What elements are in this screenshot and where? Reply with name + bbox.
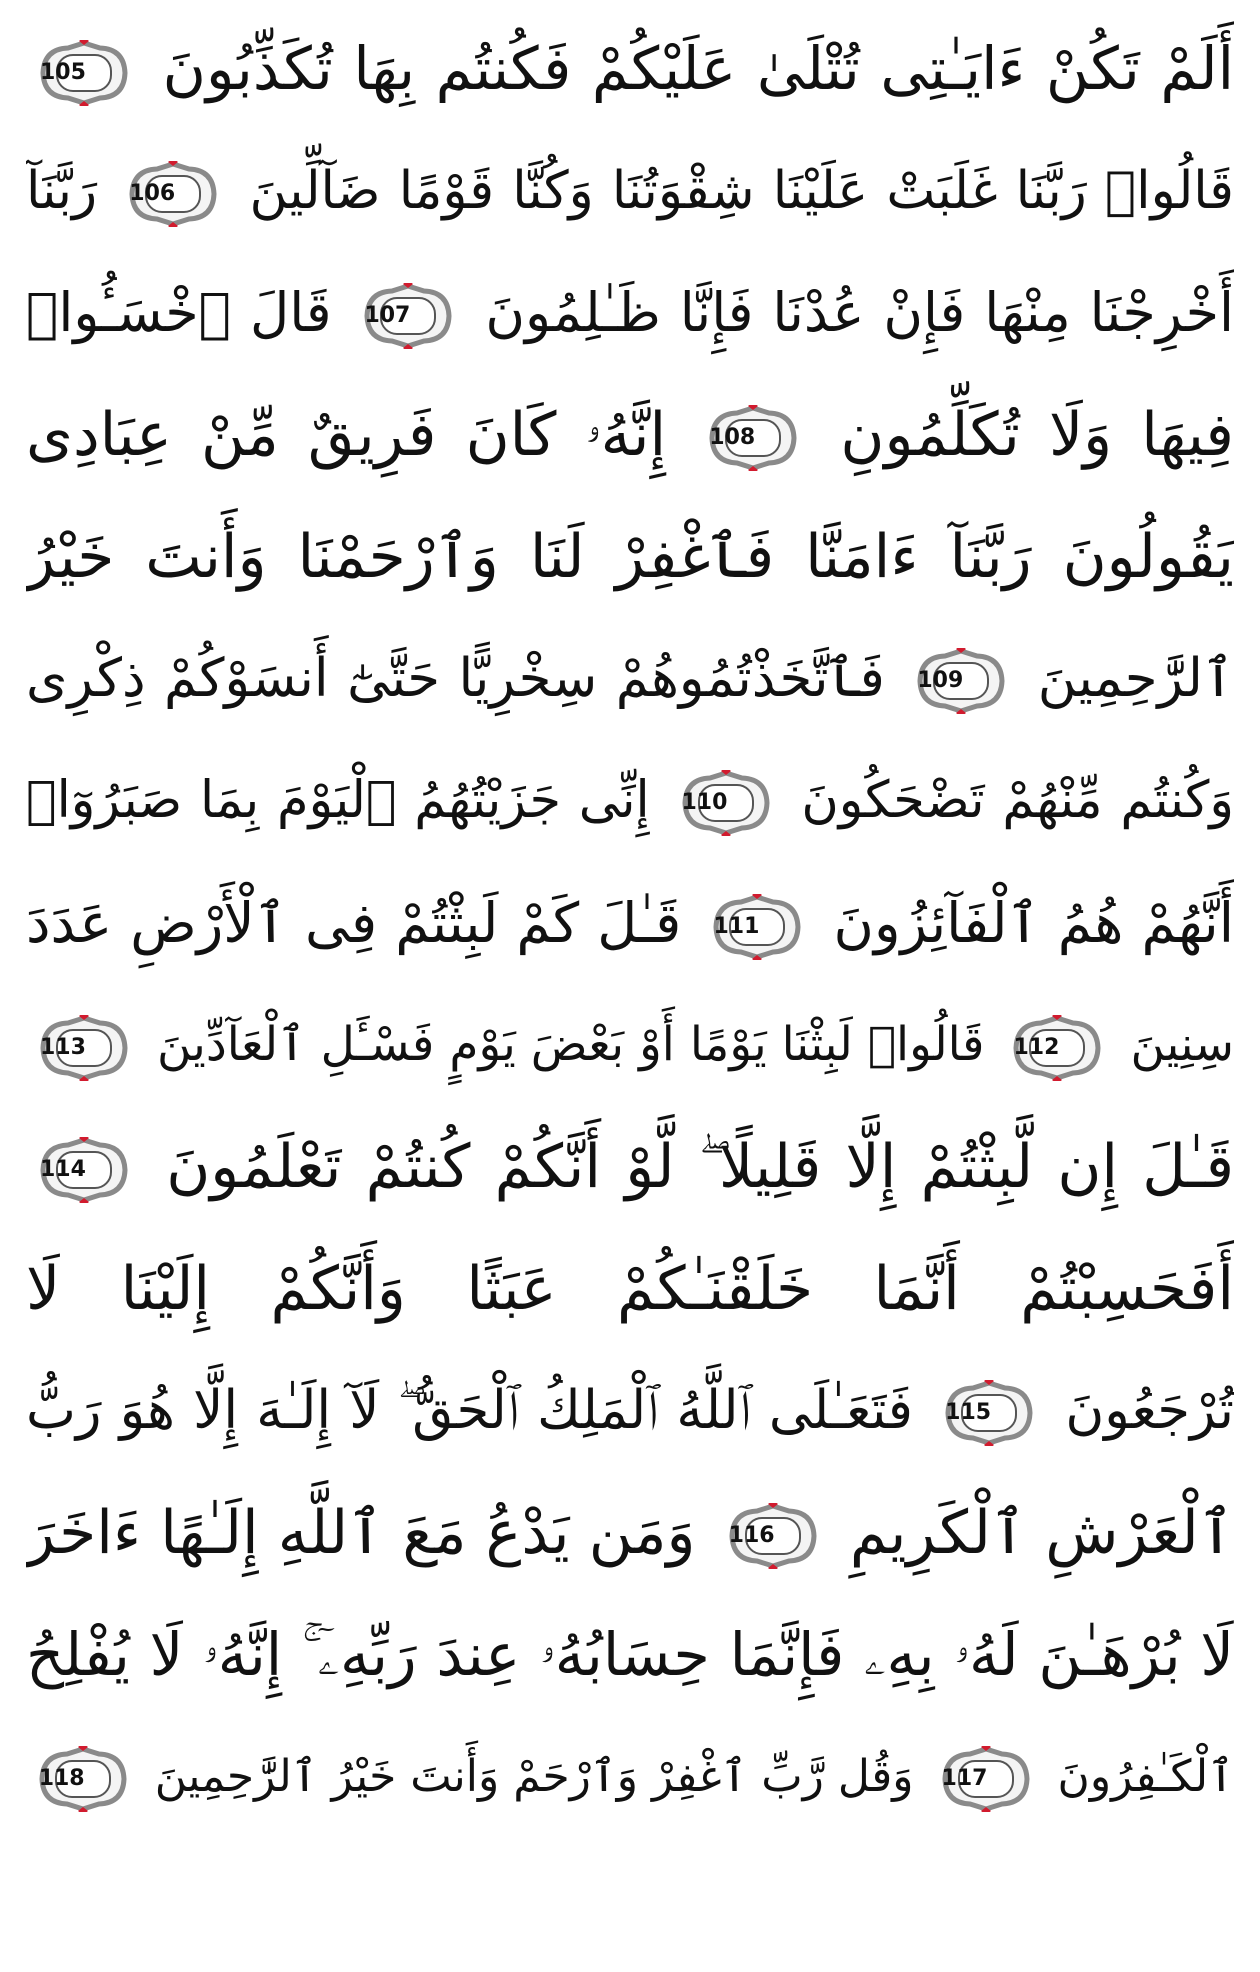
verse-text: فَٱتَّخَذْتُمُوهُمْ سِخْرِيًّا حَتَّىٰٓ أَنسَوْكُمْ ذِكْرِى xyxy=(26,648,885,709)
verse-text: أَنَّهُمْ هُمُ ٱلْفَآئِزُونَ xyxy=(833,891,1234,955)
ayah-number-marker xyxy=(40,1015,128,1081)
ayah-number-marker xyxy=(364,283,452,349)
verse-text: ٱلْكَـٰفِرُونَ xyxy=(1057,1751,1234,1802)
verse-text: وَقُل رَّبِّ ٱغْفِرْ وَٱرْحَمْ وَأَنتَ خَيْرُ ٱلرَّٰحِمِينَ xyxy=(154,1751,914,1802)
ayah-number-marker xyxy=(39,1746,127,1812)
verse-line xyxy=(26,8,1234,130)
verse-text: سِنِينَ xyxy=(1130,1017,1234,1072)
ayah-number: 116 xyxy=(728,1523,775,1549)
ayah-number: 117 xyxy=(941,1766,988,1791)
verse-text: يَقُولُونَ رَبَّنَآ ءَامَنَّا فَٱغْفِرْ لَنَا وَٱرْحَمْنَا وَأَنتَ خَيْرُ xyxy=(26,522,1234,592)
verse-line xyxy=(26,1594,1234,1716)
ayah-number: 108 xyxy=(709,425,756,451)
verse-text: رَبَّنَآ xyxy=(26,161,98,221)
ayah-number: 112 xyxy=(1013,1034,1060,1060)
ayah-number: 105 xyxy=(40,59,86,85)
verse-text: ٱلْعَرْشِ ٱلْكَرِيمِ xyxy=(849,1498,1234,1568)
ayah-number: 107 xyxy=(364,303,411,329)
verse-text: قَالُوا۟ رَبَّنَا غَلَبَتْ عَلَيْنَا شِقْوَتُنَا وَكُنَّا قَوْمًا ضَآلِّينَ xyxy=(249,161,1234,221)
verse-line xyxy=(26,984,1234,1106)
ayah-number-marker xyxy=(129,161,217,227)
ayah-number: 113 xyxy=(40,1034,86,1060)
verse-text: فِيهَا وَلَا تُكَلِّمُونِ xyxy=(840,400,1234,470)
verse-text: قَـٰلَ إِن لَّبِثْتُمْ إِلَّا قَلِيلًا ۖ لَّوْ أَنَّكُمْ كُنتُمْ تَعْلَمُونَ xyxy=(166,1132,1234,1202)
ayah-number-marker xyxy=(709,405,797,471)
verse-line xyxy=(26,1472,1234,1594)
verse-line xyxy=(26,252,1234,374)
ayah-number-marker xyxy=(945,1380,1033,1446)
verse-text: قَـٰلَ كَمْ لَبِثْتُمْ فِى ٱلْأَرْضِ عَدَدَ xyxy=(26,891,682,955)
verse-line xyxy=(26,1228,1234,1350)
ayah-number: 118 xyxy=(38,1766,85,1791)
verse-text: فَتَعَـٰلَى ٱللَّهُ ٱلْمَلِكُ ٱلْحَقُّ ۖ لَآ إِلَـٰهَ إِلَّا هُوَ رَبُّ xyxy=(26,1380,913,1441)
ayah-number-marker xyxy=(40,1137,128,1203)
ayah-number-marker xyxy=(1013,1015,1101,1081)
ayah-number: 110 xyxy=(681,790,728,815)
verse-line xyxy=(26,862,1234,984)
verse-text: وَمَن يَدْعُ مَعَ ٱللَّهِ إِلَـٰهًا ءَاخَرَ xyxy=(26,1498,696,1568)
verse-line xyxy=(26,1350,1234,1472)
ayah-number-marker xyxy=(729,1503,817,1569)
ayah-number: 115 xyxy=(945,1400,992,1426)
verse-text: قَالَ ٱخْسَـُٔوا۟ xyxy=(26,281,332,344)
verse-text: أَلَمْ تَكُنْ ءَايَـٰتِى تُتْلَىٰ عَلَيْكُمْ فَكُنتُم بِهَا تُكَذِّبُونَ xyxy=(162,34,1234,103)
verse-text: لَا بُرْهَـٰنَ لَهُۥ بِهِۦ فَإِنَّمَا حِسَابُهُۥ عِندَ رَبِّهِۦٓ ۚ إِنَّهُۥ لَا يُفْلِحُ xyxy=(26,1620,1234,1689)
verse-line xyxy=(26,374,1234,496)
ayah-number: 109 xyxy=(917,668,964,694)
ayah-number-marker xyxy=(713,894,801,960)
ayah-number: 106 xyxy=(129,181,176,206)
verse-line xyxy=(26,130,1234,252)
ayah-number-marker xyxy=(917,648,1005,714)
ayah-number-marker xyxy=(942,1746,1030,1812)
verse-line xyxy=(26,496,1234,618)
ayah-number-marker xyxy=(682,770,770,836)
verse-line xyxy=(26,1716,1234,1838)
ayah-number: 111 xyxy=(713,913,760,939)
verse-text: إِنَّهُۥ كَانَ فَرِيقٌ مِّنْ عِبَادِى xyxy=(26,400,667,470)
verse-line xyxy=(26,618,1234,740)
verse-text: أَخْرِجْنَا مِنْهَا فَإِنْ عُدْنَا فَإِنَّا ظَـٰلِمُونَ xyxy=(485,281,1234,344)
verse-line xyxy=(26,740,1234,862)
verse-text: إِنِّى جَزَيْتُهُمُ ٱلْيَوْمَ بِمَا صَبَرُوٓا۟ xyxy=(26,771,650,830)
verse-text: وَكُنتُم مِّنْهُمْ تَضْحَكُونَ xyxy=(801,771,1234,830)
verse-text: تُرْجَعُونَ xyxy=(1065,1380,1234,1441)
ayah-number: 114 xyxy=(40,1157,86,1183)
verse-text: ٱلرَّٰحِمِينَ xyxy=(1037,648,1234,709)
verse-line xyxy=(26,1106,1234,1228)
ayah-number-marker xyxy=(40,40,128,106)
verse-text: قَالُوا۟ لَبِثْنَا يَوْمًا أَوْ بَعْضَ يَوْمٍ فَسْـَٔلِ ٱلْعَآدِّينَ xyxy=(156,1017,985,1072)
verse-text: أَفَحَسِبْتُمْ أَنَّمَا خَلَقْنَـٰكُمْ عَبَثًا وَأَنَّكُمْ إِلَيْنَا لَا xyxy=(26,1254,1234,1324)
